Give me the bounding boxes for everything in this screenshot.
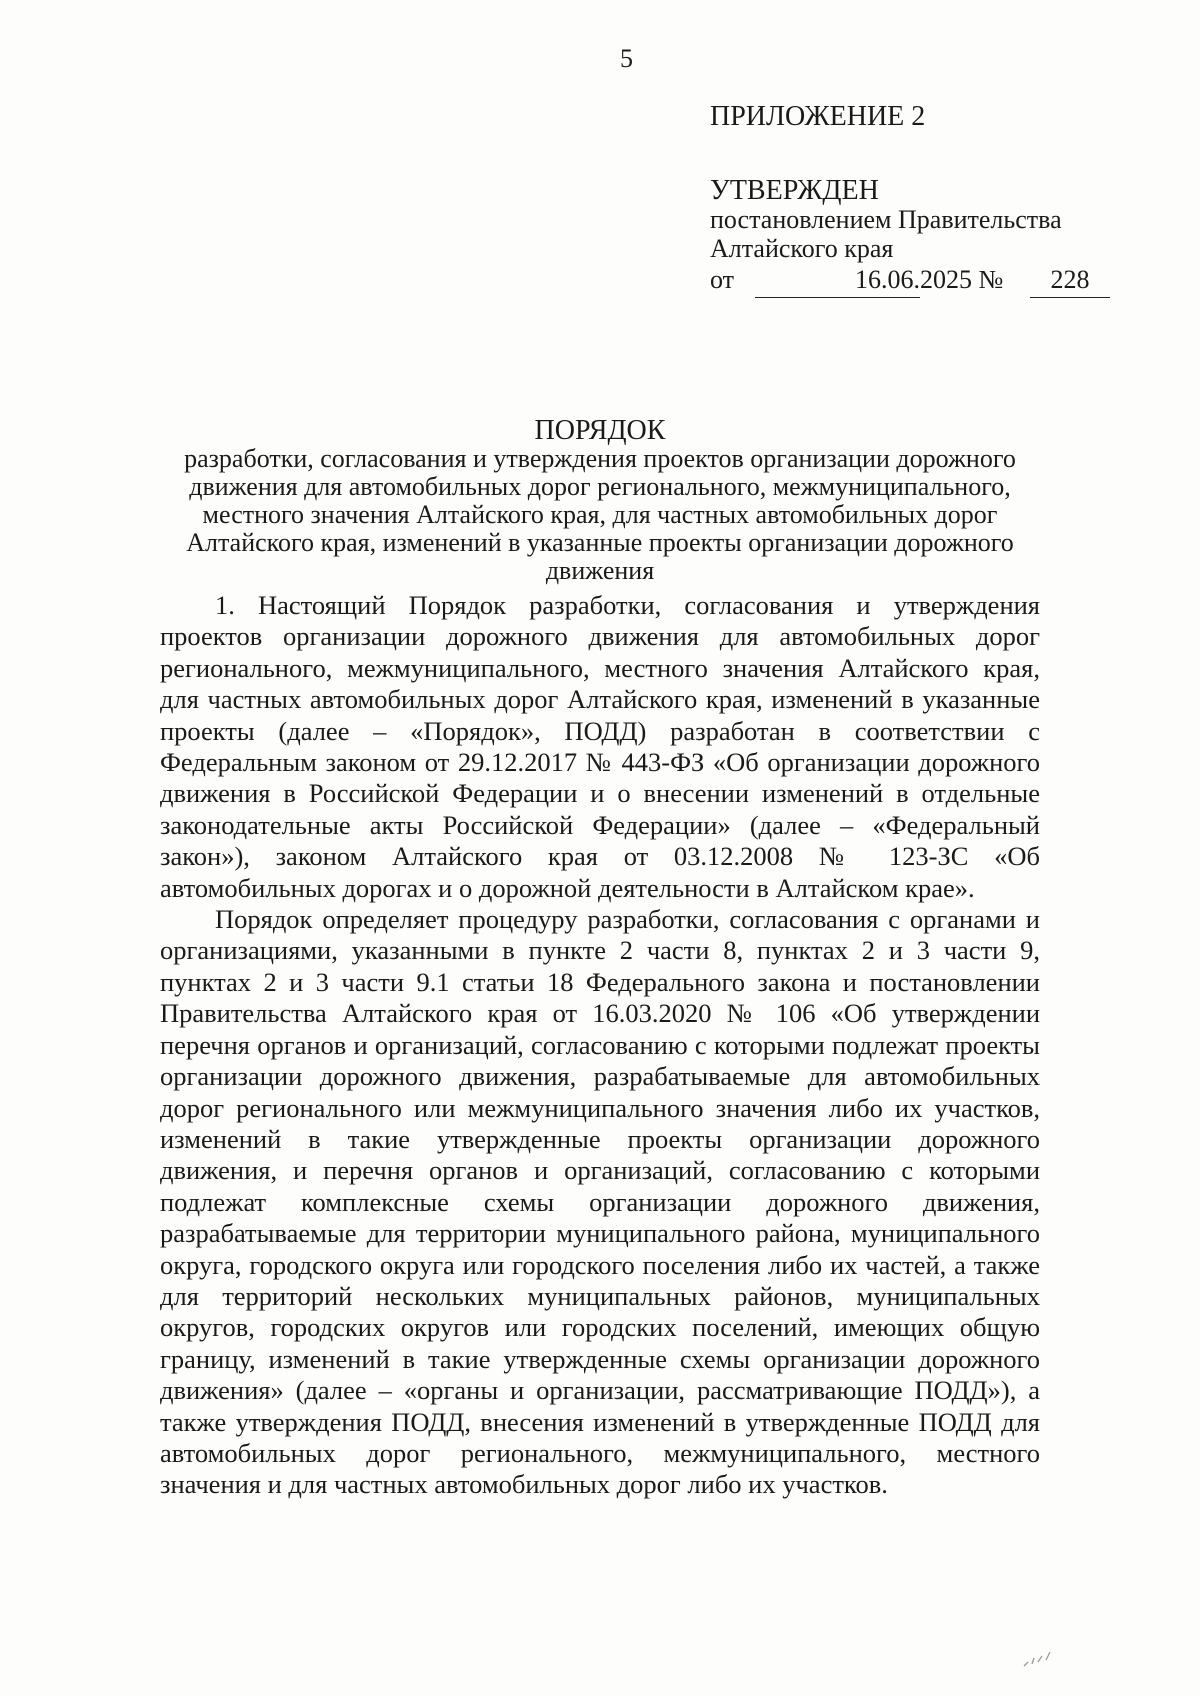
approval-block [710,101,1090,299]
paragraph-2: Порядок определяет процедуру разработки, согласования с органами и организациями, указанными в пункте 2 части 8, пунктах 2 и 3 части 9, пунктах 2 и 3 части 9.1 статьи 18 Федерального закона и постановлении Правительства Алтайского края от 16.03.2020 № 106 «Об утверждении перечня органов и организаций, согласованию с которыми подлежат проекты организации дорожного движения, разрабатываемые для автомобильных дорог регионального или межмуниципального значения либо их участков, изменений в такие утвержденные проекты организации дорожного движения, и перечня органов и организаций, согласованию с которыми подлежат комплексные схемы организации дорожного движения, разрабатываемые для территории муниципального района, муниципального округа, городского округа или городского поселения либо их частей, а также для территорий нескольких муниципальных районов, муниципальных округов, городских округов или городских поселений, имеющих общую границу, изменений в такие утвержденные схемы организации дорожного движения» (далее – «органы и организации, рассматривающие ПОДД»), а также утверждения ПОДД, внесения изменений в утвержденные ПОДД для автомобильных дорог регионального, межмуниципального, местного значения и для частных автомобильных дорог либо их участков. [160,904,1040,1500]
page-number: 5 [620,44,633,73]
document-title: ПОРЯДОК [534,415,666,446]
approval-number: 228 [1030,263,1110,298]
approved-label: УТВЕРЖДЕН [710,175,879,206]
paragraph-1: 1. Настоящий Порядок разработки, согласования и утверждения проектов организации дорожного движения для автомобильных дорог регионального, межмуниципального, местного значения Алтайского края, для частных автомобильных дорог Алтайского края, изменений в указанные проекты (далее – «Порядок», ПОДД) разработан в соответствии с Федеральным законом от 29.12.2017 № 443-ФЗ «Об организации дорожного движения в Российской Федерации и о внесении изменений в отдельные законодательные акты Российской Федерации» (далее – «Федеральный закон»), законом Алтайского края от 03.12.2008 № 123-ЗС «Об автомобильных дорогах и о дорожной деятельности в Алтайском крае». [160,590,1040,903]
approval-date: 16.06. [755,263,920,298]
approval-line-2: Алтайского края [710,234,894,263]
scan-mark-icon [1022,1648,1054,1670]
approval-line-1: постановлением Правительства [710,205,1062,234]
approval-year: 2025 № [920,265,1004,294]
appendix-label: ПРИЛОЖЕНИЕ 2 [710,101,926,132]
document-body [160,590,1040,1501]
document-heading [160,416,1040,585]
document-subtitle: разработки, согласования и утверждения проектов организации дорожного движения для автомобильных дорог регионального, межмуниципального, местного значения Алтайского края, для частных автомобильных дорог Алтайского края, изменений в указанные проекты организации дорожного движения [184,444,1016,585]
from-label: от [710,265,735,294]
approval-date-row [710,263,1090,299]
